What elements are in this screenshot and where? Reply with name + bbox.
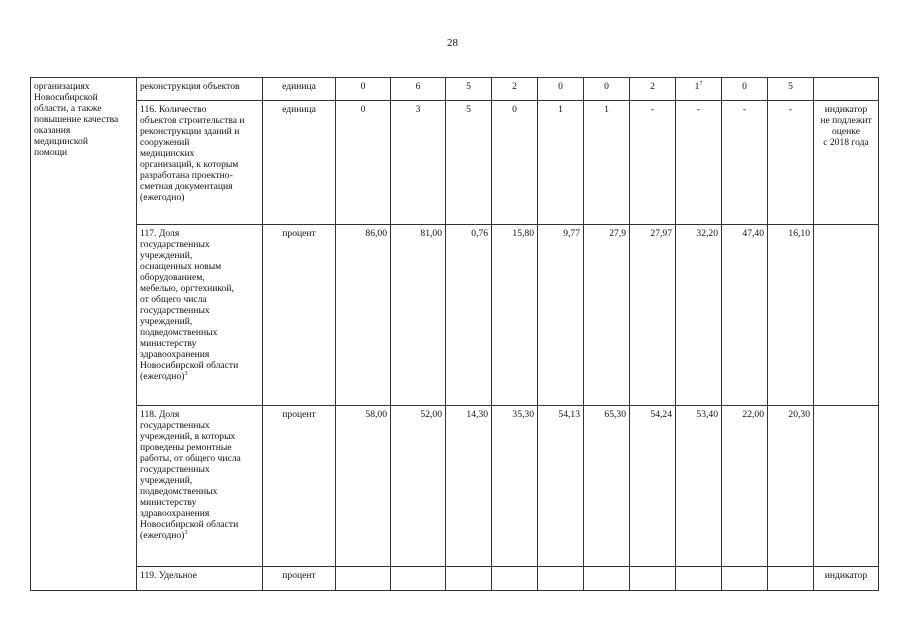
value-cell: - <box>676 101 722 225</box>
goal-cell: организациях Новосибирской области, а также повышение качества оказания медицинской помощи <box>31 78 137 591</box>
value-cell: 86,00 <box>336 225 391 406</box>
value-cell <box>492 567 538 591</box>
value-cell: 20,30 <box>768 406 814 567</box>
value-cell: 54,13 <box>538 406 584 567</box>
table-row <box>31 567 879 591</box>
value-cell: 65,30 <box>584 406 630 567</box>
value-cell: 6 <box>391 78 446 101</box>
value-cell <box>676 78 722 101</box>
value-cell: 0 <box>492 101 538 225</box>
footnote-marker: 3 <box>184 529 188 536</box>
value-cell: 5 <box>446 78 492 101</box>
value-cell: 0,76 <box>446 225 492 406</box>
value-cell: 14,30 <box>446 406 492 567</box>
page-number: 28 <box>447 37 458 49</box>
value-text: 1 <box>694 81 700 92</box>
value-cell: 35,30 <box>492 406 538 567</box>
value-cell <box>584 567 630 591</box>
table-row <box>31 78 879 101</box>
value-cell: 0 <box>538 78 584 101</box>
indicator-cell: 119. Удельное <box>137 567 263 591</box>
value-cell <box>336 567 391 591</box>
value-cell: - <box>768 101 814 225</box>
value-cell: 27,97 <box>630 225 676 406</box>
note-cell <box>814 225 879 406</box>
value-cell <box>538 567 584 591</box>
value-cell: 2 <box>492 78 538 101</box>
value-cell: 0 <box>584 78 630 101</box>
unit-cell: единица <box>263 78 336 101</box>
unit-cell: единица <box>263 101 336 225</box>
value-cell: 0 <box>722 78 768 101</box>
indicator-text: 117. Доля государственных учреждений, оснащенных новым оборудованием, мебелью, оргтехникой, от общего числа государственных учреждений, подведомственных министерству здравоохранения Новосибирской области (ежегодно) <box>140 228 239 382</box>
value-cell: 47,40 <box>722 225 768 406</box>
note-cell: индикатор <box>814 567 879 591</box>
indicator-text: 118. Доля государственных учреждений, в которых проведены ремонтные работы, от общего числа государственных учреждений, подведомственных министерству здравоохранения Новосибирской области (ежегодно) <box>140 409 241 541</box>
value-cell: 52,00 <box>391 406 446 567</box>
value-cell: 27,9 <box>584 225 630 406</box>
value-cell: 0 <box>336 101 391 225</box>
indicator-cell: реконструкция объектов <box>137 78 263 101</box>
value-cell <box>446 567 492 591</box>
value-cell: 15,80 <box>492 225 538 406</box>
value-cell: 2 <box>630 78 676 101</box>
value-cell: - <box>722 101 768 225</box>
value-cell: 1 <box>584 101 630 225</box>
value-cell <box>722 567 768 591</box>
value-cell: 0 <box>336 78 391 101</box>
note-cell <box>814 406 879 567</box>
unit-cell: процент <box>263 406 336 567</box>
note-cell: индикатор не подлежит оценке с 2018 года <box>814 101 879 225</box>
note-cell <box>814 78 879 101</box>
indicators-table <box>30 77 879 591</box>
value-cell: 53,40 <box>676 406 722 567</box>
table-row <box>31 406 879 567</box>
value-cell <box>676 567 722 591</box>
value-cell: 1 <box>538 101 584 225</box>
unit-cell: процент <box>263 225 336 406</box>
value-cell: 5 <box>768 78 814 101</box>
footnote-marker: 3 <box>184 370 188 377</box>
table-row <box>31 225 879 406</box>
value-cell: 3 <box>391 101 446 225</box>
unit-cell: процент <box>263 567 336 591</box>
value-cell: 16,10 <box>768 225 814 406</box>
indicator-cell: 116. Количество объектов строительства и реконструкции зданий и сооружений медицинских организаций, к которым разработана проектно- сметная документация (ежегодно) <box>137 101 263 225</box>
value-cell: 5 <box>446 101 492 225</box>
indicator-cell <box>137 225 263 406</box>
value-cell: 81,00 <box>391 225 446 406</box>
value-cell: 32,20 <box>676 225 722 406</box>
value-cell <box>768 567 814 591</box>
table-row <box>31 101 879 225</box>
indicator-cell <box>137 406 263 567</box>
value-cell <box>630 567 676 591</box>
value-cell <box>391 567 446 591</box>
footnote-marker: 7 <box>699 80 703 87</box>
value-cell: - <box>630 101 676 225</box>
value-cell: 22,00 <box>722 406 768 567</box>
value-cell: 54,24 <box>630 406 676 567</box>
value-cell: 58,00 <box>336 406 391 567</box>
value-cell: 9,77 <box>538 225 584 406</box>
